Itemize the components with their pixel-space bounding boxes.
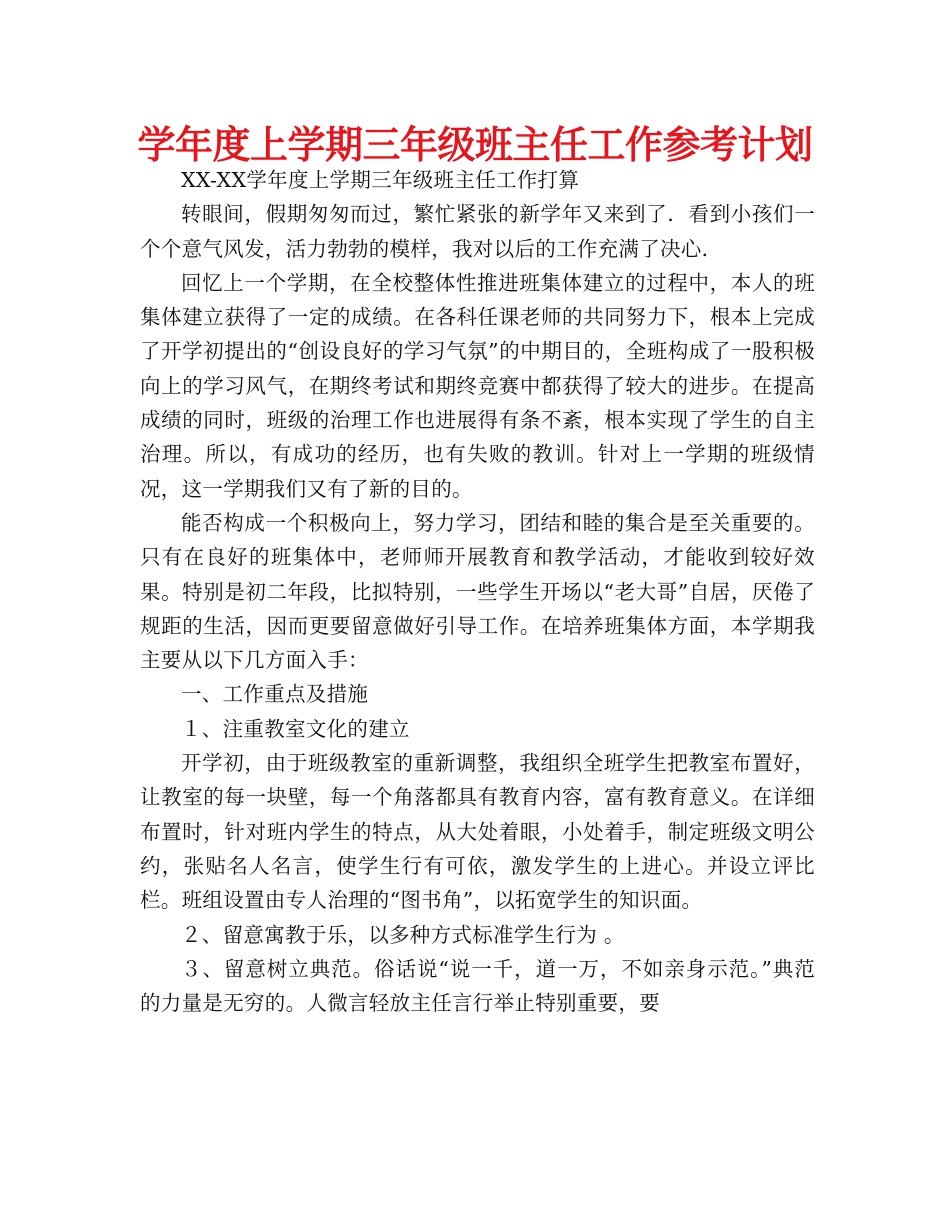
section-heading: 一、工作重点及措施 [181, 682, 369, 707]
document-body [140, 163, 815, 1020]
body-paragraph: ３、留意树立典范。俗话说“说一千，道一万，不如亲身示范。”典范的力量是无穷的。人微言轻放主任言行举止特别重要，要 [140, 956, 815, 1016]
subtitle-paragraph: XX-XX学年度上学期三年级班主任工作打算 [181, 168, 580, 192]
body-paragraph: 回忆上一个学期，在全校整体性推进班集体建立的过程中，本人的班集体建立获得了一定的成绩。在各科任课老师的共同努力下，根本上完成了开学初提出的“创设良好的学习气氛”的中期目的，全班构成了一股积极向上的学习风气，在期终考试和期终竞赛中都获得了较大的进步。在提高成绩的同时，班级的治理工作也进展得有条不紊，根本实现了学生的自主治理。所以，有成功的经历，也有失败的教训。针对上一学期的班级情况，这一学期我们又有了新的目的。 [140, 270, 815, 501]
subsection-heading: １、注重教室文化的建立 [181, 716, 410, 741]
body-paragraph: 开学初，由于班级教室的重新调整，我组织全班学生把教室布置好，让教室的每一块壁，每一个角落都具有教育内容，富有教育意义。在详细布置时，针对班内学生的特点，从大处着眼，小处着手，制定班级文明公约，张贴名人名言，使学生行有可依，激发学生的上进心。并设立评比栏。班组设置由专人治理的“图书角”，以拓宽学生的知识面。 [140, 751, 815, 913]
document-title: 学年度上学期三年级班主任工作参考计划 [137, 123, 813, 167]
body-paragraph: 转眼间，假期匆匆而过，繁忙紧张的新学年又来到了．看到小孩们一个个意气风发，活力勃勃的模样，我对以后的工作充满了决心． [140, 202, 815, 261]
subsection-heading: ２、留意寓教于乐，以多种方式标准学生行为 。 [181, 922, 625, 947]
body-paragraph: 能否构成一个积极向上，努力学习，团结和睦的集合是至关重要的。只有在良好的班集体中，老师师开展教育和教学活动，才能收到较好效果。特别是初二年段，比拟特别，一些学生开场以“老大哥”自居，厌倦了规距的生活，因而更要留意做好引导工作。在培养班集体方面，本学期我主要从以下几方面入手： [140, 510, 815, 673]
